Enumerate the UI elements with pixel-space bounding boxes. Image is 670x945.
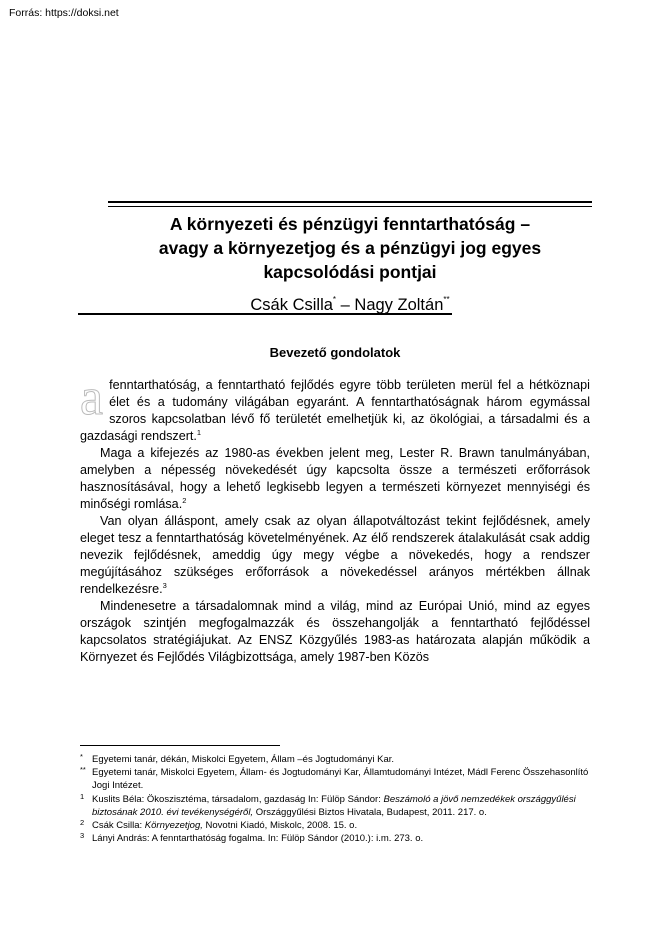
paragraph-1-text: fenntarthatóság, a fenntartható fejlődés egyre több területen merül fel a hétköznapi élet és a tudomány világában egyaránt. A fenntarthatóságnak három egymással szoros kapcsolatban lévő fő területét emelhetjük ki, az ökológiai, a társadalmi és a gazdasági rendszert. bbox=[80, 378, 590, 443]
footnote-mark: * bbox=[80, 752, 83, 761]
paragraph-2 bbox=[80, 445, 590, 513]
section-heading: Bevezető gondolatok bbox=[269, 345, 401, 360]
paragraph-3 bbox=[80, 513, 590, 598]
footnote-text-italic: Környezetjog, bbox=[144, 820, 203, 832]
footnote-mark: 1 bbox=[80, 791, 85, 801]
footnote-ref-1[interactable]: 1 bbox=[196, 428, 202, 437]
footnotes bbox=[80, 753, 590, 845]
footnote-separator bbox=[80, 745, 280, 746]
footnote-text-pre: Csák Csilla: bbox=[92, 820, 145, 832]
paragraph-1 bbox=[80, 369, 590, 445]
footnote-double-star bbox=[80, 766, 590, 792]
author-1: Csák Csilla bbox=[250, 296, 333, 314]
paragraph-3-text: Van olyan álláspont, amely csak az olyan állapotváltozást tekint fejlődésnek, amely eleget tesz a fenntarthatóság követelményének. Az élő rendszerek átalakulását csak addig nevezik fejlődésnek, ameddig úgy megy végbe a növekedés, hogy a rendszer megújításához szükséges erőforrások a növekedéssel arányos mértékben állnak rendelkezésre. bbox=[80, 514, 590, 596]
footnote-star bbox=[80, 753, 590, 766]
footnote-text: Egyetemi tanár, Miskolci Egyetem, Állam- és Jogtudományi Kar, Államtudományi Intézet, Mádl Ferenc Összehasonlító Jogi Intézet. bbox=[92, 767, 589, 792]
body-text bbox=[80, 369, 590, 666]
author-separator: – bbox=[336, 296, 355, 314]
title-line-3: kapcsolódási pontjai bbox=[263, 262, 437, 282]
title-rule-top bbox=[108, 201, 592, 203]
footnote-text-post: Novotni Kiadó, Miskolc, 2008. 15. o. bbox=[202, 820, 358, 832]
paragraph-4 bbox=[80, 598, 590, 666]
footnote-ref-2[interactable]: 2 bbox=[182, 496, 187, 505]
title-line-2: avagy a környezetjog és a pénzügyi jog egyes bbox=[158, 238, 542, 258]
title-line-1: A környezeti és pénzügyi fenntarthatóság – bbox=[169, 214, 531, 234]
author-2: Nagy Zoltán bbox=[354, 296, 444, 314]
footnote-mark: ** bbox=[80, 765, 86, 775]
article-title bbox=[80, 212, 620, 284]
footnote-3 bbox=[80, 832, 590, 845]
footnote-1 bbox=[80, 793, 590, 819]
footnote-2 bbox=[80, 819, 590, 832]
author-2-mark[interactable]: ** bbox=[443, 295, 450, 304]
drop-cap: a bbox=[80, 369, 104, 426]
footnote-mark: 2 bbox=[80, 818, 85, 828]
authors-line bbox=[80, 290, 620, 315]
footnote-text-pre: Kuslits Béla: Ökoszisztéma, társadalom, gazdaság In: Fülöp Sándor: bbox=[92, 793, 384, 805]
footnote-text-post: Országgyűlési Biztos Hivatala, Budapest, 2011. 217. o. bbox=[253, 806, 487, 818]
paragraph-4-text: Mindenesetre a társadalomnak mind a világ, mind az Európai Unió, mind az egyes országok szintjén megfogalmazzák és összehangolják a fenntartható fejlődéssel kapcsolatos stratégiájukat. Az ENSZ Közgyűlés 1983-as határozata alapján működik a Környezet és Fejlődés Világbizottsága, amely 1987-ben Közös bbox=[80, 599, 590, 664]
footnote-ref-3[interactable]: 3 bbox=[162, 581, 167, 590]
source-label: Forrás: https://doksi.net bbox=[9, 7, 119, 19]
footnote-text-italic: Beszámoló a jövő nemzedékek országgyűlési biztosának 2010. évi tevékenységéről, bbox=[92, 793, 576, 818]
footnote-text: Egyetemi tanár, dékán, Miskolci Egyetem, Állam –és Jogtudományi Kar. bbox=[92, 754, 395, 765]
author-1-mark[interactable]: * bbox=[332, 295, 337, 304]
authors-rule bbox=[78, 313, 452, 315]
paragraph-2-text: Maga a kifejezés az 1980-as években jelent meg, Lester R. Brawn tanulmányában, amelyben a népesség növekedését úgy kapcsolta össze a természeti erőforrások hasznosításával, hogy a lehető legkisebb legyen a természeti környezet mennyiségi és minőségi romlása. bbox=[80, 446, 590, 511]
title-rule-second bbox=[108, 206, 592, 207]
footnote-mark: 3 bbox=[80, 831, 85, 841]
footnote-text: Lányi András: A fenntarthatóság fogalma. In: Fülöp Sándor (2010.): i.m. 273. o. bbox=[92, 833, 424, 845]
